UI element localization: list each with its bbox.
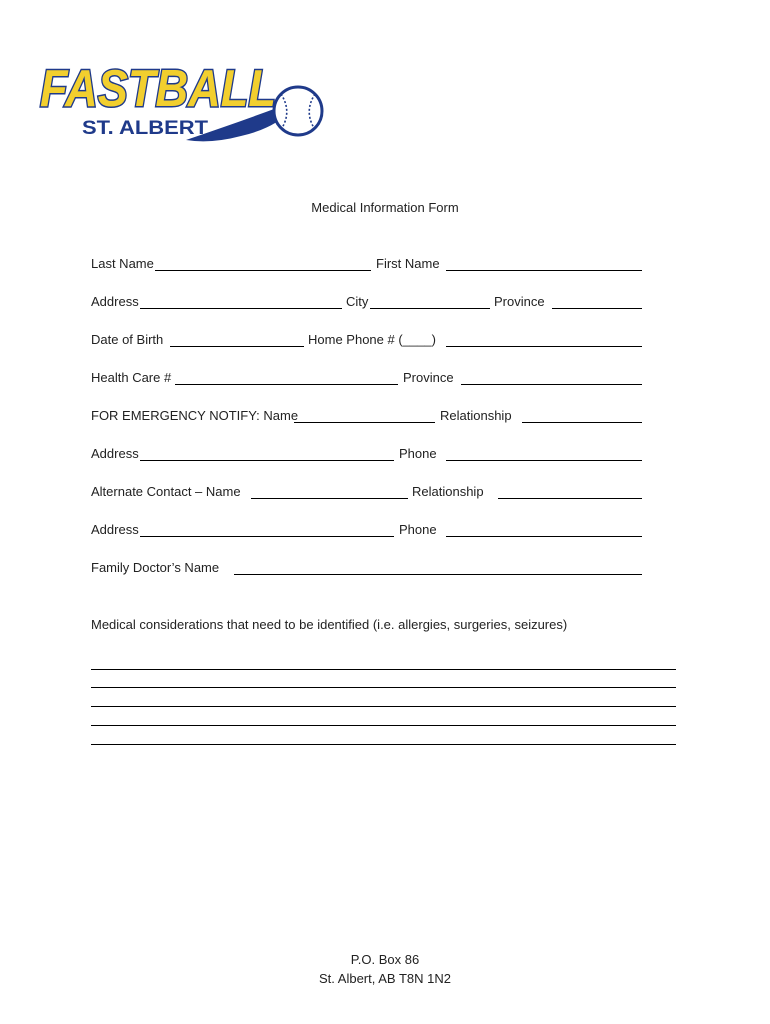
- address-blank[interactable]: [140, 308, 342, 309]
- city-blank[interactable]: [370, 308, 490, 309]
- province2-blank[interactable]: [461, 384, 642, 385]
- emergency-address-label: Address: [91, 446, 139, 461]
- relationship2-blank[interactable]: [498, 498, 642, 499]
- logo-subtitle: ST. ALBERT: [82, 118, 209, 139]
- last-name-label: Last Name: [91, 256, 154, 271]
- city-label: City: [346, 294, 369, 309]
- medical-line-3[interactable]: [91, 706, 676, 707]
- home-phone-blank[interactable]: [446, 346, 642, 347]
- footer-address: [0, 950, 770, 988]
- alt-contact-blank[interactable]: [251, 498, 408, 499]
- medical-line-1[interactable]: [91, 669, 676, 670]
- alt-phone-blank[interactable]: [446, 536, 642, 537]
- doctor-label: Family Doctor’s Name: [91, 560, 220, 575]
- province-blank[interactable]: [552, 308, 642, 309]
- alt-contact-label: Alternate Contact – Name: [91, 484, 241, 499]
- emergency-phone-blank[interactable]: [446, 460, 642, 461]
- first-name-label: First Name: [376, 256, 440, 271]
- medical-line-2[interactable]: [91, 687, 676, 688]
- alt-phone-label: Phone: [399, 522, 437, 537]
- first-name-blank[interactable]: [446, 270, 642, 271]
- form-title: Medical Information Form: [311, 200, 459, 215]
- medical-line-4[interactable]: [91, 725, 676, 726]
- address-label: Address: [91, 294, 139, 309]
- footer-city: St. Albert, AB T8N 1N2: [319, 971, 451, 986]
- province2-label: Province: [403, 370, 454, 385]
- medical-prompt: Medical considerations that need to be identified (i.e. allergies, surgeries, seizures): [91, 617, 568, 632]
- emergency-name-label: FOR EMERGENCY NOTIFY: Name: [91, 408, 299, 423]
- dob-label: Date of Birth: [91, 332, 164, 347]
- health-care-blank[interactable]: [175, 384, 398, 385]
- relationship2-label: Relationship: [412, 484, 484, 499]
- relationship-label: Relationship: [440, 408, 512, 423]
- emergency-name-blank[interactable]: [294, 422, 435, 423]
- alt-address-blank[interactable]: [140, 536, 394, 537]
- relationship-blank[interactable]: [522, 422, 642, 423]
- dob-blank[interactable]: [170, 346, 304, 347]
- emergency-address-blank[interactable]: [140, 460, 394, 461]
- home-phone-label: Home Phone # (____): [308, 332, 436, 347]
- doctor-blank[interactable]: [234, 574, 642, 575]
- last-name-blank[interactable]: [155, 270, 371, 271]
- province-label: Province: [494, 294, 545, 309]
- medical-line-5[interactable]: [91, 744, 676, 745]
- alt-address-label: Address: [91, 522, 139, 537]
- health-care-label: Health Care #: [91, 370, 172, 385]
- footer-po-box: P.O. Box 86: [350, 952, 420, 967]
- emergency-phone-label: Phone: [399, 446, 437, 461]
- fastball-st-albert-logo: [36, 56, 326, 151]
- logo-wordmark: FASTBALL: [40, 60, 276, 118]
